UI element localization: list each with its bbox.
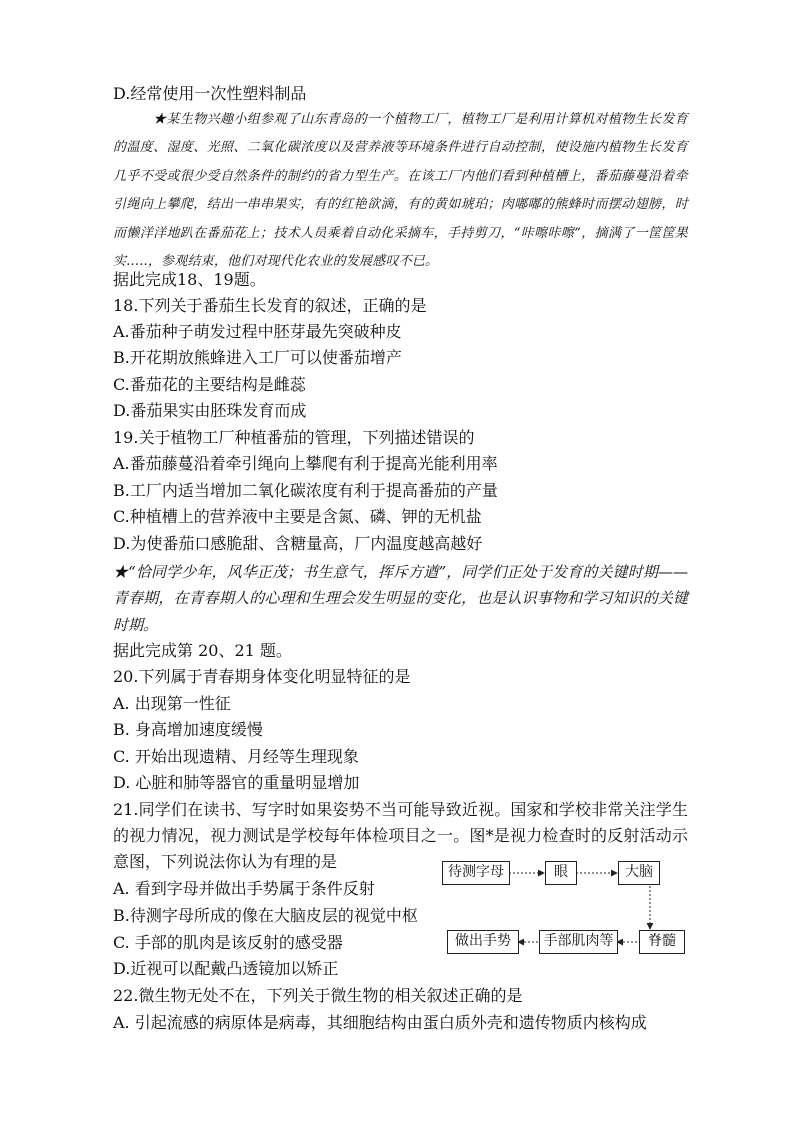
q18-option-b: B.开花期放熊蜂进入工厂可以使番茄增产 (113, 348, 402, 367)
question-22: 22.微生物无处不在，下列关于微生物的相关叙述正确的是 (113, 986, 523, 1005)
q21-option-c: C. 手部的肌肉是该反射的感受器 (113, 933, 343, 952)
q19-option-a: A.番茄藤蔓沿着牵引绳向上攀爬有利于提高光能利用率 (113, 454, 498, 473)
q20-option-d: D. 心脏和肺等器官的重量明显增加 (113, 773, 360, 792)
q18-option-c: C.番茄花的主要结构是雌蕊 (113, 375, 306, 394)
question-19: 19.关于植物工厂种植番茄的管理，下列描述错误的 (113, 428, 475, 447)
diagram-box-hand-muscle: 手部肌肉等 (539, 930, 618, 954)
diagram-box-eye: 眼 (545, 861, 577, 885)
question-18: 18.下列关于番茄生长发育的叙述，正确的是 (113, 296, 427, 315)
q22-option-a: A. 引起流感的病原体是病毒，其细胞结构由蛋白质外壳和遗传物质内核构成 (113, 1013, 647, 1032)
q21-option-b: B.待测字母所成的像在大脑皮层的视觉中枢 (113, 906, 418, 925)
q18-option-a: A.番茄种子萌发过程中胚芽最先突破种皮 (113, 322, 402, 341)
q19-option-d: D.为使番茄口感脆甜、含糖量高，厂内温度越高越好 (113, 534, 483, 553)
option-d-previous: D.经常使用一次性塑料制品 (113, 84, 307, 103)
diagram-box-spinal-cord: 脊髓 (639, 930, 685, 954)
instruction-20-21: 据此完成第 20、21 题。 (113, 641, 292, 660)
question-20: 20.下列属于青春期身体变化明显特征的是 (113, 667, 411, 686)
diagram-box-letters: 待测字母 (442, 861, 510, 885)
q21-option-d: D.近视可以配戴凸透镜加以矫正 (113, 959, 339, 978)
instruction-18-19: 据此完成18、19题。 (113, 270, 266, 289)
q20-option-c: C. 开始出现遗精、月经等生理现象 (113, 747, 359, 766)
diagram-box-brain: 大脑 (618, 861, 660, 885)
passage-youth: ★“恰同学少年，风华正茂；书生意气，挥斥方遒”，同学们正处于发育的关键时期——青春期，在青春期人的心理和生理会发生明显的变化，也是认识事物和学习知识的关键时期。 (113, 563, 688, 634)
diagram-box-gesture: 做出手势 (447, 930, 519, 954)
passage-plant-factory: ★某生物兴趣小组参观了山东青岛的一个植物工厂，植物工厂是利用计算机对植物生长发育的温度、湿度、光照、二氧化碳浓度以及营养液等环境条件进行自动控制，使设施内植物生长发育几乎不受或很少受自然条件的制约的省力型生产。在该工厂内他们看到种植槽上，番茄藤蔓沿着牵引绳向上攀爬，结出一串串果实，有的红艳欲滴，有的黄如琥珀；肉嘟嘟的熊蜂时而摆动翅膀，时而懒洋洋地趴在番茄花上；技术人员乘着自动化采摘车，手持剪刀，“咔嚓咔嚓”，摘满了一筐筐果实.....，参观结束，他们对现代化农业的发展感叹不已。 (113, 112, 688, 270)
q18-option-d: D.番茄果实由胚珠发育而成 (113, 401, 307, 420)
q19-option-b: B.工厂内适当增加二氧化碳浓度有利于提高番茄的产量 (113, 481, 498, 500)
q20-option-b: B. 身高增加速度缓慢 (113, 720, 263, 739)
q20-option-a: A. 出现第一性征 (113, 694, 231, 713)
question-21: 21.同学们在读书、写字时如果姿势不当可能导致近视。国家和学校非常关注学生的视力情况，视力测试是学校每年体检项目之一。图*是视力检查时的反射活动示意图，下列说法你认为有理的是 (113, 800, 688, 871)
q21-option-a: A. 看到字母并做出手势属于条件反射 (113, 879, 375, 898)
q19-option-c: C.种植槽上的营养液中主要是含氮、磷、钾的无机盐 (113, 507, 482, 526)
